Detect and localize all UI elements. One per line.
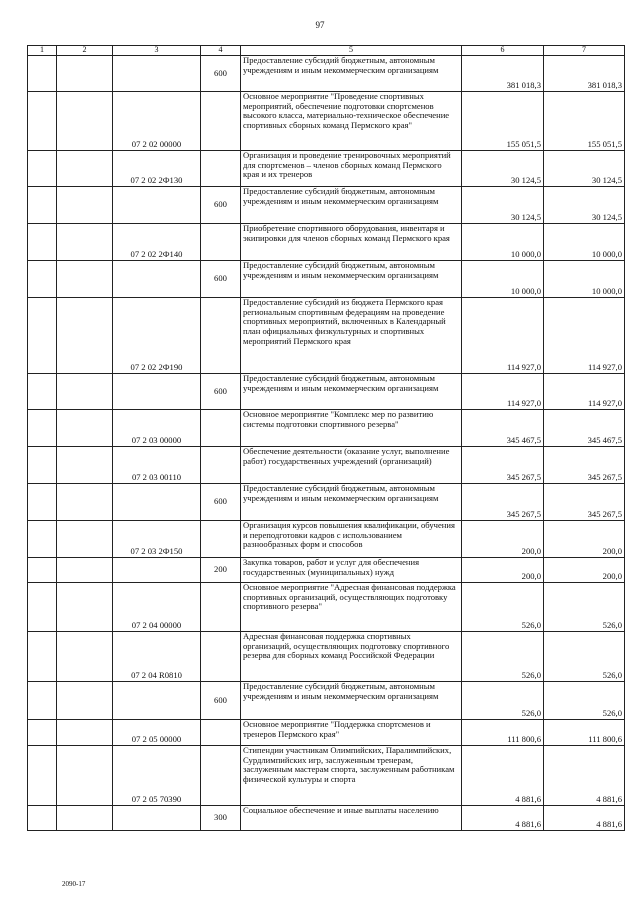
expense-type-code — [201, 583, 241, 632]
expense-type-code: 600 — [201, 484, 241, 521]
amount-col7: 200,0 — [544, 558, 625, 583]
expense-type-code: 600 — [201, 682, 241, 720]
col2-cell — [57, 261, 113, 298]
item-name: Организация курсов повышения квалификации, обучения и переподготовки кадров с использованием разнообразных форм и способов — [241, 521, 462, 558]
amount-col7: 10 000,0 — [544, 224, 625, 261]
col2-cell — [57, 746, 113, 806]
col2-cell — [57, 56, 113, 92]
amount-col7: 345 267,5 — [544, 484, 625, 521]
amount-col7: 526,0 — [544, 632, 625, 682]
col2-cell — [57, 632, 113, 682]
item-name: Стипендии участникам Олимпийских, Паралимпийских, Сурдлимпийских игр, заслуженным тренерам, заслуженным мастерам спорта, заслуженным работникам физической культуры и спорта — [241, 746, 462, 806]
table-row — [28, 261, 625, 298]
amount-col7: 114 927,0 — [544, 374, 625, 410]
amount-col6: 345 267,5 — [462, 447, 544, 484]
amount-col6: 200,0 — [462, 558, 544, 583]
col1-cell — [28, 632, 57, 682]
expense-type-code — [201, 151, 241, 187]
amount-col6: 10 000,0 — [462, 224, 544, 261]
col1-cell — [28, 720, 57, 746]
table-row — [28, 746, 625, 806]
item-name: Закупка товаров, работ и услуг для обеспечения государственных (муниципальных) нужд — [241, 558, 462, 583]
amount-col7: 10 000,0 — [544, 261, 625, 298]
classification-code — [113, 682, 201, 720]
amount-col6: 381 018,3 — [462, 56, 544, 92]
amount-col6: 4 881,6 — [462, 806, 544, 831]
col2-cell — [57, 92, 113, 151]
col2-cell — [57, 720, 113, 746]
footer-document-code: 2090-17 — [62, 880, 86, 888]
amount-col7: 155 051,5 — [544, 92, 625, 151]
classification-code — [113, 187, 201, 224]
col2-cell — [57, 410, 113, 447]
table-row — [28, 447, 625, 484]
item-name: Социальное обеспечение и иные выплаты населению — [241, 806, 462, 831]
header-cell: 2 — [57, 46, 113, 56]
col1-cell — [28, 746, 57, 806]
table-row — [28, 720, 625, 746]
expense-type-code: 600 — [201, 56, 241, 92]
col1-cell — [28, 187, 57, 224]
budget-table — [27, 45, 625, 831]
col2-cell — [57, 484, 113, 521]
expense-type-code — [201, 521, 241, 558]
table-header-row — [28, 46, 625, 56]
amount-col7: 345 267,5 — [544, 447, 625, 484]
classification-code: 07 2 05 00000 — [113, 720, 201, 746]
item-name: Обеспечение деятельности (оказание услуг, выполнение работ) государственных учреждений (организаций) — [241, 447, 462, 484]
amount-col6: 30 124,5 — [462, 187, 544, 224]
table-row — [28, 806, 625, 831]
amount-col7: 526,0 — [544, 682, 625, 720]
table-row — [28, 187, 625, 224]
amount-col6: 4 881,6 — [462, 746, 544, 806]
amount-col6: 345 267,5 — [462, 484, 544, 521]
amount-col6: 114 927,0 — [462, 374, 544, 410]
table-row — [28, 682, 625, 720]
amount-col7: 200,0 — [544, 521, 625, 558]
table-row — [28, 558, 625, 583]
item-name: Адресная финансовая поддержка спортивных организаций, осуществляющих подготовку спортивного резерва для сборных команд Российской Федерации — [241, 632, 462, 682]
col1-cell — [28, 92, 57, 151]
header-cell: 4 — [201, 46, 241, 56]
col2-cell — [57, 521, 113, 558]
table-row — [28, 521, 625, 558]
col1-cell — [28, 374, 57, 410]
amount-col6: 155 051,5 — [462, 92, 544, 151]
table-row — [28, 632, 625, 682]
col1-cell — [28, 224, 57, 261]
header-cell: 6 — [462, 46, 544, 56]
col1-cell — [28, 410, 57, 447]
col2-cell — [57, 298, 113, 374]
expense-type-code: 300 — [201, 806, 241, 831]
classification-code: 07 2 03 00000 — [113, 410, 201, 447]
col1-cell — [28, 298, 57, 374]
col2-cell — [57, 583, 113, 632]
amount-col6: 526,0 — [462, 632, 544, 682]
col2-cell — [57, 187, 113, 224]
classification-code: 07 2 05 70390 — [113, 746, 201, 806]
col2-cell — [57, 806, 113, 831]
classification-code: 07 2 02 2Ф130 — [113, 151, 201, 187]
table-row — [28, 484, 625, 521]
expense-type-code — [201, 447, 241, 484]
item-name: Основное мероприятие "Проведение спортивных мероприятий, обеспечение подготовки спортсменов высокого класса, материально-техническое обеспечение спортивных сборных команд Пермского края" — [241, 92, 462, 151]
expense-type-code — [201, 92, 241, 151]
col1-cell — [28, 56, 57, 92]
expense-type-code: 600 — [201, 374, 241, 410]
header-cell: 1 — [28, 46, 57, 56]
col1-cell — [28, 261, 57, 298]
table-row — [28, 583, 625, 632]
expense-type-code — [201, 298, 241, 374]
item-name: Предоставление субсидий бюджетным, автономным учреждениям и иным некоммерческим организациям — [241, 187, 462, 224]
classification-code — [113, 261, 201, 298]
expense-type-code: 200 — [201, 558, 241, 583]
header-cell: 3 — [113, 46, 201, 56]
col1-cell — [28, 806, 57, 831]
expense-type-code: 600 — [201, 261, 241, 298]
item-name: Основное мероприятие "Адресная финансовая поддержка спортивных организаций, осуществляющих подготовку спортивного резерва" — [241, 583, 462, 632]
col1-cell — [28, 484, 57, 521]
amount-col7: 526,0 — [544, 583, 625, 632]
amount-col7: 111 800,6 — [544, 720, 625, 746]
expense-type-code — [201, 720, 241, 746]
amount-col6: 111 800,6 — [462, 720, 544, 746]
amount-col7: 4 881,6 — [544, 746, 625, 806]
classification-code: 07 2 02 2Ф140 — [113, 224, 201, 261]
amount-col7: 4 881,6 — [544, 806, 625, 831]
amount-col6: 526,0 — [462, 682, 544, 720]
amount-col6: 526,0 — [462, 583, 544, 632]
table-row — [28, 374, 625, 410]
col2-cell — [57, 374, 113, 410]
expense-type-code: 600 — [201, 187, 241, 224]
table-row — [28, 298, 625, 374]
col1-cell — [28, 447, 57, 484]
amount-col6: 10 000,0 — [462, 261, 544, 298]
col2-cell — [57, 682, 113, 720]
item-name: Предоставление субсидий бюджетным, автономным учреждениям и иным некоммерческим организациям — [241, 484, 462, 521]
table-row — [28, 92, 625, 151]
amount-col7: 345 467,5 — [544, 410, 625, 447]
amount-col6: 114 927,0 — [462, 298, 544, 374]
table-row — [28, 56, 625, 92]
col1-cell — [28, 558, 57, 583]
table-row — [28, 410, 625, 447]
col1-cell — [28, 521, 57, 558]
item-name: Приобретение спортивного оборудования, инвентаря и экипировки для членов сборных команд Пермского края — [241, 224, 462, 261]
classification-code — [113, 558, 201, 583]
page-number: 97 — [315, 20, 325, 30]
expense-type-code — [201, 632, 241, 682]
classification-code: 07 2 02 00000 — [113, 92, 201, 151]
amount-col7: 381 018,3 — [544, 56, 625, 92]
expense-type-code — [201, 746, 241, 806]
amount-col6: 30 124,5 — [462, 151, 544, 187]
item-name: Предоставление субсидий бюджетным, автономным учреждениям и иным некоммерческим организациям — [241, 682, 462, 720]
classification-code: 07 2 02 2Ф190 — [113, 298, 201, 374]
col1-cell — [28, 151, 57, 187]
amount-col7: 30 124,5 — [544, 151, 625, 187]
classification-code — [113, 56, 201, 92]
expense-type-code — [201, 410, 241, 447]
item-name: Организация и проведение тренировочных мероприятий для спортсменов – членов сборных команд Пермского края и их тренеров — [241, 151, 462, 187]
col2-cell — [57, 151, 113, 187]
classification-code: 07 2 03 00110 — [113, 447, 201, 484]
col2-cell — [57, 447, 113, 484]
col2-cell — [57, 224, 113, 261]
table-row — [28, 151, 625, 187]
table-row — [28, 224, 625, 261]
amount-col7: 30 124,5 — [544, 187, 625, 224]
classification-code: 07 2 04 R0810 — [113, 632, 201, 682]
expense-type-code — [201, 224, 241, 261]
classification-code: 07 2 03 2Ф150 — [113, 521, 201, 558]
item-name: Основное мероприятие "Поддержка спортсменов и тренеров Пермского края" — [241, 720, 462, 746]
item-name: Основное мероприятие "Комплекс мер по развитию системы подготовки спортивного резерва" — [241, 410, 462, 447]
item-name: Предоставление субсидий бюджетным, автономным учреждениям и иным некоммерческим организациям — [241, 374, 462, 410]
col2-cell — [57, 558, 113, 583]
classification-code — [113, 484, 201, 521]
amount-col6: 345 467,5 — [462, 410, 544, 447]
header-cell: 5 — [241, 46, 462, 56]
classification-code — [113, 806, 201, 831]
classification-code — [113, 374, 201, 410]
col1-cell — [28, 583, 57, 632]
col1-cell — [28, 682, 57, 720]
item-name: Предоставление субсидий из бюджета Пермского края региональным спортивным федерациям на проведение спортивных мероприятий, включенных в Календарный план официальных физкультурных и спортивных мероприятий Пермского края — [241, 298, 462, 374]
header-cell: 7 — [544, 46, 625, 56]
classification-code: 07 2 04 00000 — [113, 583, 201, 632]
item-name: Предоставление субсидий бюджетным, автономным учреждениям и иным некоммерческим организациям — [241, 261, 462, 298]
item-name: Предоставление субсидий бюджетным, автономным учреждениям и иным некоммерческим организациям — [241, 56, 462, 92]
amount-col6: 200,0 — [462, 521, 544, 558]
amount-col7: 114 927,0 — [544, 298, 625, 374]
